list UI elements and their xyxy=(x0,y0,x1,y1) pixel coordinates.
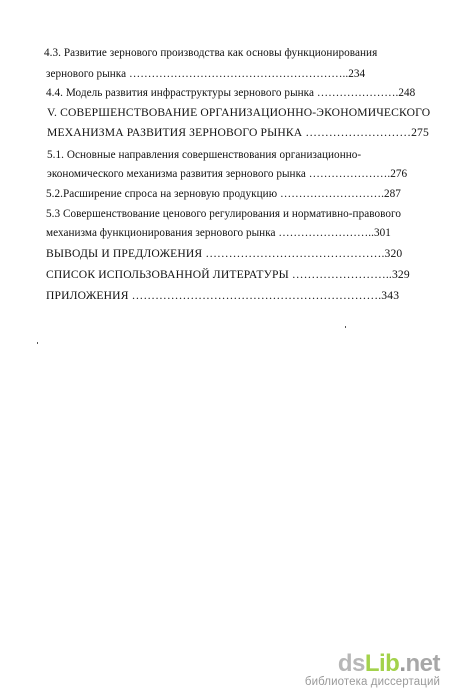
watermark-logo xyxy=(305,652,440,676)
toc-line-5-3-page: механизма функционирования зернового рынка ……………………..301 xyxy=(46,227,391,239)
watermark-tagline: библиотека диссертаций xyxy=(304,676,440,688)
toc-line-4-3-page: зернового рынка …………………………………………………..234 xyxy=(46,68,366,80)
scan-speck xyxy=(37,342,38,344)
watermark xyxy=(305,652,440,688)
toc-line-4-4: 4.4. Модель развития инфраструктуры зернового рынка ………………….248 xyxy=(46,87,416,99)
toc-line-chapter-5-title: V. СОВЕРШЕНСТВОВАНИЕ ОРГАНИЗАЦИОННО-ЭКОНОМИЧЕСКОГО xyxy=(47,106,431,119)
toc-line-5-1-page: экономического механизма развития зернового рынка ………………….276 xyxy=(47,168,408,180)
toc-line-5-1-title: 5.1. Основные направления совершенствования организационно- xyxy=(47,149,362,161)
toc-line-references: СПИСОК ИСПОЛЬЗОВАННОЙ ЛИТЕРАТУРЫ ……………………..329 xyxy=(46,268,410,281)
watermark-logo-net: net xyxy=(405,650,440,677)
toc-line-5-2: 5.2.Расширение спроса на зерновую продукцию ……………………….287 xyxy=(46,188,401,200)
toc-line-5-3-title: 5.3 Совершенствование ценового регулирования и нормативно-правового xyxy=(46,208,402,220)
scan-speck xyxy=(345,326,346,328)
toc-line-conclusions: ВЫВОДЫ И ПРЕДЛОЖЕНИЯ ……………………………………….320 xyxy=(46,247,403,260)
watermark-logo-lib: Lib xyxy=(364,650,400,677)
toc-line-chapter-5-page: МЕХАНИЗМА РАЗВИТИЯ ЗЕРНОВОГО РЫНКА ………………………275 xyxy=(47,126,429,139)
watermark-logo-ds: ds xyxy=(337,650,365,677)
toc-line-4-3-title: 4.3. Развитие зернового производства как основы функционирования xyxy=(44,47,378,59)
toc-line-appendices: ПРИЛОЖЕНИЯ ……………………………………………………….343 xyxy=(46,289,400,302)
watermark-logo-dot: . xyxy=(399,650,406,677)
